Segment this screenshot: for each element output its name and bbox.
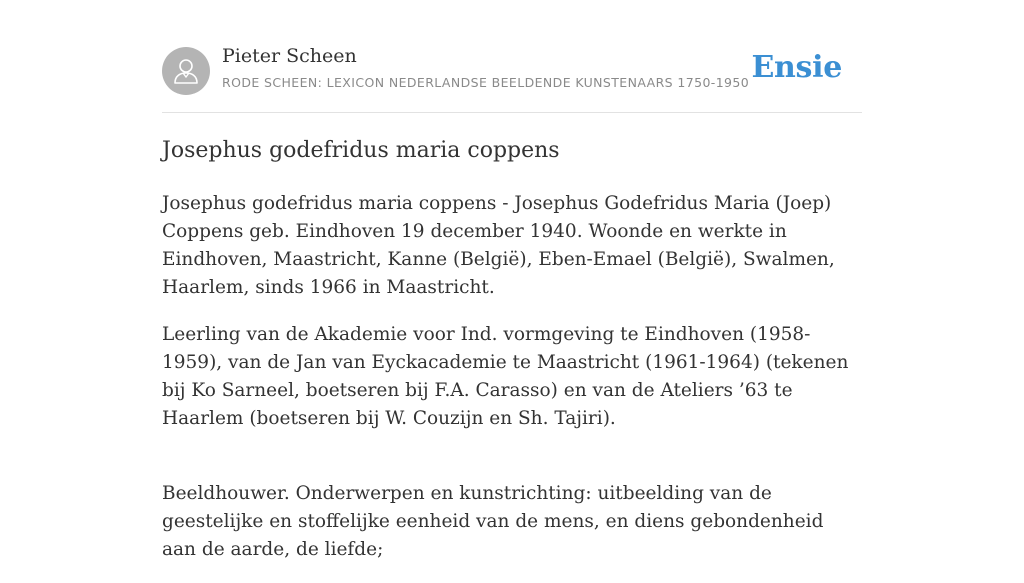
avatar[interactable]	[162, 47, 210, 95]
article-body	[162, 190, 862, 583]
user-silhouette-icon	[171, 56, 201, 86]
paragraph-1: Josephus godefridus maria coppens - Josephus Godefridus Maria (Joep) Coppens geb. Eindhoven 19 december 1940. Woonde en werkte in Eindhoven, Maastricht, Kanne (België), Eben-Emael (België), Swalmen, Haarlem, sinds 1966 in Maastricht.	[162, 193, 835, 298]
author-name[interactable]: Pieter Scheen	[222, 45, 357, 67]
paragraph-3: Beeldhouwer. Onderwerpen en kunstrichting: uitbeelding van de geestelijke en stoffelijke eenheid van de mens, en diens gebondenheid aan de aarde, de liefde;	[162, 483, 824, 560]
paragraph-2: Leerling van de Akademie voor Ind. vormgeving te Eindhoven (1958-1959), van de Jan van Eyckacademie te Maastricht (1961-1964) (tekenen bij Ko Sarneel, boetseren bij F.A. Carasso) en van de Ateliers ’63 te Haarlem (boetseren bij W. Couzijn en Sh. Tajiri).	[162, 324, 849, 429]
source-publication[interactable]: RODE SCHEEN: LEXICON NEDERLANDSE BEELDENDE KUNSTENAARS 1750-1950	[222, 75, 750, 90]
article-title: Josephus godefridus maria coppens	[162, 138, 560, 163]
brand-logo[interactable]: Ensie	[751, 50, 842, 85]
author-header	[162, 0, 862, 113]
article-container	[162, 0, 862, 560]
